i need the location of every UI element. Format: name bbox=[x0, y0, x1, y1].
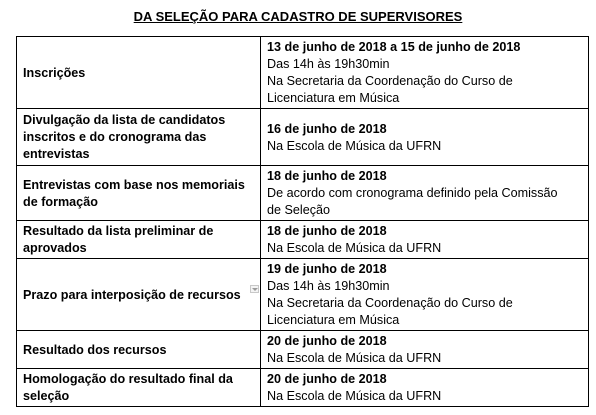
chevron-down-icon[interactable] bbox=[250, 285, 259, 293]
detail-cell bbox=[261, 259, 589, 331]
event-label: Divulgação da lista de candidatos inscritos e do cronograma das entrevistas bbox=[23, 113, 226, 161]
event-cell bbox=[17, 221, 261, 259]
event-detail-line: Licenciatura em Música bbox=[267, 91, 400, 105]
event-detail-line: Na Escola de Música da UFRN bbox=[267, 241, 442, 255]
event-date: 16 de junho de 2018 bbox=[267, 121, 387, 136]
event-date: 18 de junho de 2018 bbox=[267, 224, 387, 238]
event-date: 18 de junho de 2018 bbox=[267, 169, 387, 183]
event-date: 19 de junho de 2018 bbox=[267, 262, 387, 276]
table-row bbox=[17, 37, 589, 109]
event-date: 13 de junho de 2018 a 15 de junho de 2018 bbox=[267, 40, 521, 54]
detail-cell bbox=[261, 331, 589, 369]
event-label: Homologação do resultado final da seleção bbox=[23, 372, 233, 403]
table-row bbox=[17, 166, 589, 221]
event-detail-line: De acordo com cronograma definido pela Comissão bbox=[267, 186, 558, 200]
event-cell bbox=[17, 37, 261, 109]
table-row bbox=[17, 109, 589, 166]
event-detail-line: Na Escola de Música da UFRN bbox=[267, 138, 442, 153]
event-cell bbox=[17, 259, 261, 331]
event-detail-line: Das 14h às 19h30min bbox=[267, 57, 390, 71]
event-label: Resultado dos recursos bbox=[23, 342, 167, 357]
table-row bbox=[17, 221, 589, 259]
event-detail-line: Na Secretaria da Coordenação do Curso de bbox=[267, 296, 513, 310]
document-title: DA SELEÇÃO PARA CADASTRO DE SUPERVISORES bbox=[133, 9, 463, 24]
event-label: Prazo para interposição de recursos bbox=[23, 287, 241, 302]
detail-cell bbox=[261, 37, 589, 109]
event-detail-line: Licenciatura em Música bbox=[267, 313, 400, 327]
event-label: Entrevistas com base nos memoriais de formação bbox=[23, 177, 245, 209]
event-label: Resultado da lista preliminar de aprovados bbox=[23, 224, 214, 255]
event-cell bbox=[17, 166, 261, 221]
event-detail-line: Das 14h às 19h30min bbox=[267, 279, 390, 293]
detail-cell bbox=[261, 109, 589, 166]
event-cell bbox=[17, 331, 261, 369]
event-cell bbox=[17, 109, 261, 166]
event-detail-line: Na Escola de Música da UFRN bbox=[267, 351, 442, 365]
schedule-table bbox=[16, 36, 589, 407]
event-date: 20 de junho de 2018 bbox=[267, 372, 387, 386]
event-cell bbox=[17, 369, 261, 407]
event-detail-line: Na Escola de Música da UFRN bbox=[267, 389, 442, 403]
event-detail-line: Na Secretaria da Coordenação do Curso de bbox=[267, 74, 513, 88]
event-detail-line: de Seleção bbox=[267, 203, 331, 217]
detail-cell bbox=[261, 221, 589, 259]
event-label: Inscrições bbox=[23, 65, 86, 80]
event-date: 20 de junho de 2018 bbox=[267, 334, 387, 348]
table-row bbox=[17, 331, 589, 369]
table-row bbox=[17, 259, 589, 331]
detail-cell bbox=[261, 166, 589, 221]
table-row bbox=[17, 369, 589, 407]
detail-cell bbox=[261, 369, 589, 407]
